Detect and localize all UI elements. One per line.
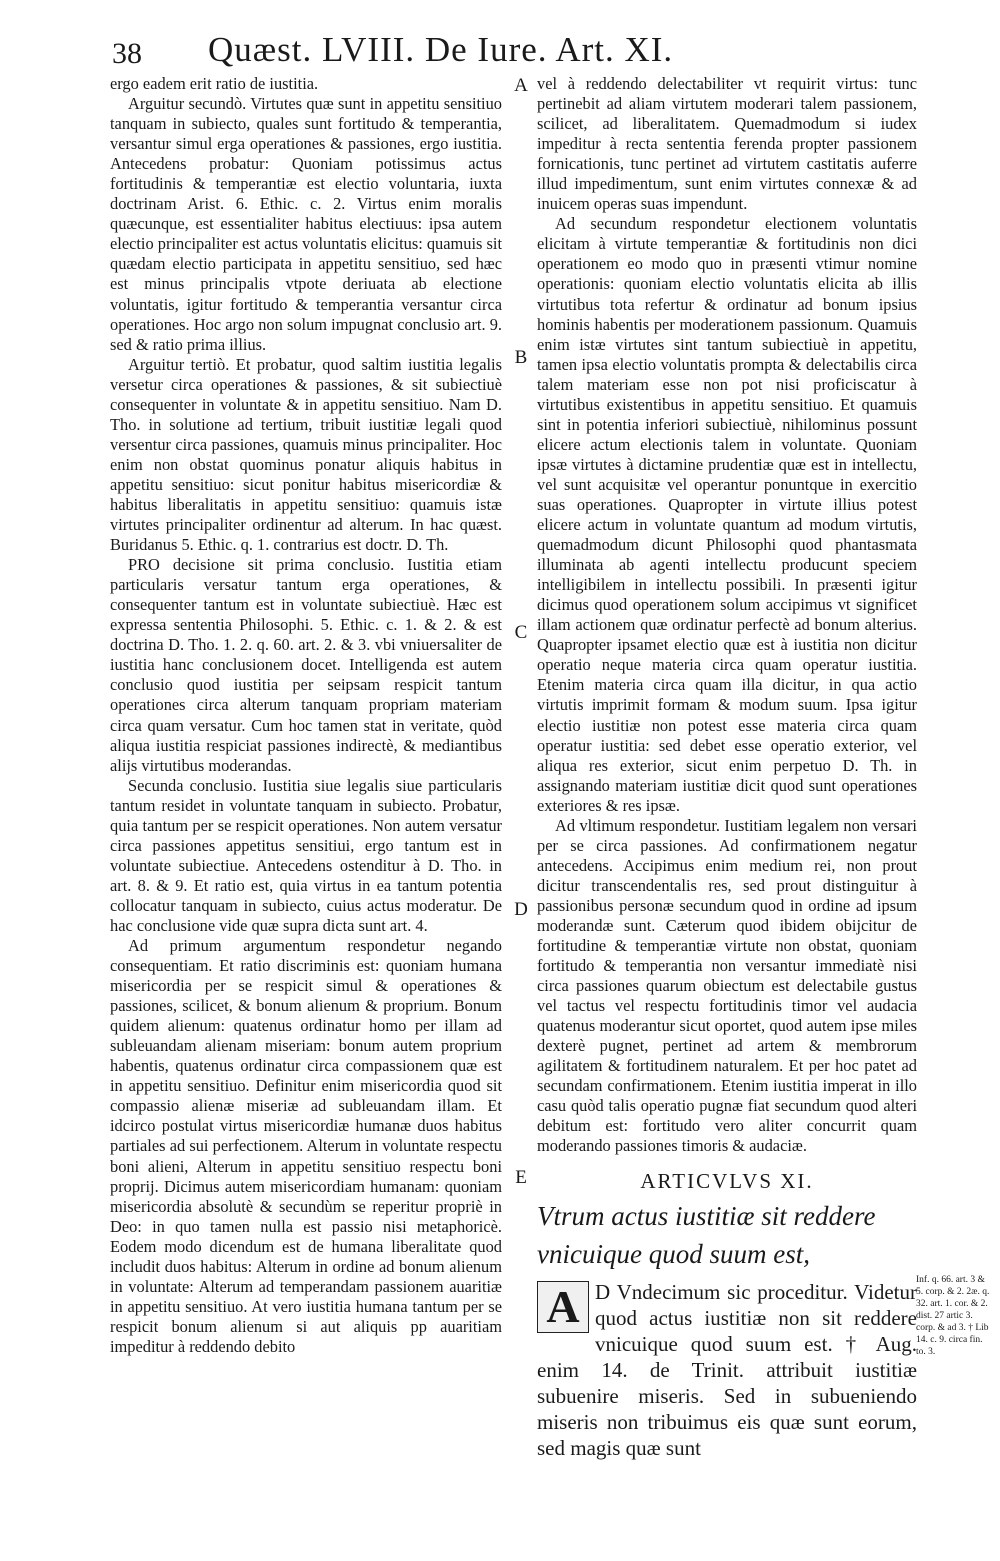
margin-marker-d: D (514, 899, 528, 920)
paragraph: vel à reddendo delectabiliter vt requirit virtus: tunc pertinebit ad aliam virtutem moderari talem passionem, scilicet, ad liberalitatem. Quemadmodum si iudex impeditur à recta sententia ferenda propter passionem fornicationis, tunc pertinet ad virtutem castitatis auferre illud impedimentum, sunt enim virtutes connexæ & ad inuicem operas suas impendunt. (537, 74, 917, 214)
page-number: 38 (112, 37, 142, 70)
left-column (110, 74, 502, 1357)
article-question: Vtrum actus iustitiæ sit reddere vnicuique quod suum est, (537, 1200, 876, 1269)
paragraph: PRO decisione sit prima conclusio. Iustitia etiam particularis versatur tantum erga operationes, & consequenter tantum est in voluntate subiectiuè. Hæc est expressa sententia Philosophi. 5. Ethic. c. 1. & 2. & est doctrina D. Tho. 1. 2. q. 60. art. 2. & 3. vbi vniuersaliter de iustitia hanc conclusionem docet. Intelligenda est autem conclusio quod iustitia per seipsam respicit tantum operationes circa alterum tanquam propriam materiam circa quam versatur. Cum hoc tamen stat in veritate, quòd aliqua iustitia respiciat passiones indirectè, & mediantibus alijs virtutibus moderandas. (110, 555, 502, 775)
margin-marker-a: A (514, 75, 528, 96)
dropcap-initial: A (537, 1281, 589, 1333)
paragraph: Ad secundum respondetur electionem voluntatis elicitam à virtute temperantiæ & fortitudinis non dici operationem eo modo quo in præsenti vtimur nomine operationis: quoniam electio voluntatis elicita ab illis virtutibus tota refertur & ordinatur ad bonum ipsius hominis habentis per moderationem passionum. Quamuis enim istæ virtutes sint tantum subiectiuè in appetitu, tamen ipsa electio voluntatis prompta & delectabilis circa talem materiam esse non pot nisi proficiscatur à virtutibus existentibus in appetitu sensitiuo. Et quamuis sint in potentia inferiori subiectiuè, nihilominus possunt elicere actum electionis talem in voluntate. Quoniam ipsæ virtutes à dictamine prudentiæ quæ est in intellectu, vel sunt acquisitæ vel operantur ponuntque in exercitio suas operationes. Quapropter in virtute illius potest elicere actum in voluntate quantum ad modum virtutis, quemadmodum dicunt Philosophi quod phantasmata illuminata ab agenti intellectu producunt speciem intelligibilem in intellectu possibili. In præsenti igitur dicimus quod operationem solum accipimus vt significet illam actionem quæ ordinatur perfectè ad bonum alterius. Quapropter ipsamet electio quæ est à iustitia non dicitur operatio neque materia circa quam operatur iustitia. Etenim materia circa quam illa dicitur, in qua actio virtutis imprimit formam & modum suum. Ipsa igitur electio iustitiæ non potest esse materia circa quam operatur iustitia: sed debet esse operatio exterior, vel aliqua res exterior, sicut enim perpetuo D. Th. in assignando materiam iustitiæ dicit quod sunt operationes exteriores & res ipsæ. (537, 214, 917, 815)
paragraph: ergo eadem erit ratio de iustitia. (110, 74, 319, 93)
right-column (537, 74, 917, 1461)
margin-note: Inf. q. 66. art. 3 & 5. corp. & 2. 2æ. q. 32. art. 1. cor. & 2. dist. 27 artic 3. corp. & ad 3. † Lib 14. c. 9. circa fin. to. 3. (916, 1275, 990, 1357)
paragraph: Ad vltimum respondetur. Iustitiam legalem non versari per se circa passiones. Ad confirmationem negatur antecedens. Accipimus enim medium rei, non prout dicitur transcendentalis res, sed prout distinguitur à passionibus personæ secundum quod in ordine ad ipsum moderandæ sunt. Cæterum quod ibidem obijcitur de fortitudine & temperantiæ virtute non obstat, quoniam fortitudo & temperantia non versantur immediatè nisi circa passiones quarum obiectum est delectabile gustus vel tactus vel respectu fortitudinis timor vel audacia quatenus moderantur sicut oportet, quod autem ipse miles dexterè pugnet, pertinet ad artem & membrorum agilitatem & fortitudinem naturalem. Et per hoc patet ad secundam confirmationem. Etenim iustitia imperat in illo casu quòd talis operatio pugnæ fiat secundum quod alteri debitum est: fortitudo vero aliter concurrit quam moderando passiones timoris & audaciæ. (537, 815, 917, 1156)
margin-marker-c: C (514, 622, 528, 643)
paragraph: Arguitur tertiò. Et probatur, quod saltim iustitia legalis versetur circa operationes & passiones, & sit subiectiuè consequenter in voluntate & in appetitu sensitiuo. Nam D. Tho. in solutione ad tertium, tribuit iustitiæ legali quod versentur circa passiones, quamuis minus principaliter. Hoc enim non obstat quominus ponatur aliquis habitus in appetitu sensitiuo: sicut ponitur habitus misericordiæ & habitus liberalitatis in appetitu sensitiuo: quamuis istæ virtutes principaliter ordinentur ad alterum. In hac quæst. Buridanus 5. Ethic. q. 1. contrarius est doctr. D. Th. (110, 354, 502, 555)
running-header (112, 28, 802, 72)
article-opening-text: D Vndecimum sic proceditur. Videtur quod actus iustitiæ non sit reddere vnicuique quod suum est. † Aug. enim 14. de Trinit. attribuit iustitiæ subuenire miseris. Sed in subueniendo miseris non tribuimus eis quæ sunt eorum, sed magis quæ sunt (537, 1279, 917, 1460)
paragraph: Ad primum argumentum respondetur negando consequentiam. Et ratio discriminis est: quoniam humana misericordia per se respicit simul & operationes & passiones, scilicet, & bonum alienum & proprium. Bonum quidem alienum: quatenus ordinatur homo per illam ad subleuandam alienam miseriam: bonum autem proprium habentis, quatenus ordinatur circa compassionem quæ est in appetitu sensitiuo. Definitur enim misericordia quod sit compassio alienæ miseriæ ad subleuandam illam. Et idcirco postulat virtus misericordiæ humanæ duos habitus partiales ad sui perfectionem. Alterum in voluntate respectu boni alieni, Alterum in appetitu sensitiuo respectu boni proprij. Dicimus autem misericordiam humanam: quoniam misericordia absolutè & secundùm se reperitur propriè in Deo: in quo tamen nulla est passio nisi metaphoricè. Eodem modo dicendum est de humana liberalitate quod includit duos habitus: Alterum in ordine ad bonum alienum in voluntate: Alterum ad temperandam passionem auaritiæ in appetitu sensitiuo. At vero iustitia humana tantum per se respicit bonum alienum si aut aliquis pp auaritiam impeditur à reddendo debito (110, 936, 502, 1356)
margin-marker-e: E (515, 1167, 527, 1188)
article-opening (537, 1279, 917, 1461)
paragraph: Secunda conclusio. Iustitia siue legalis siue particularis tantum residet in voluntate tanquam in subiecto. Probatur, quia tantum per se respicit operationes. Non autem versatur circa passiones appetitus sensitiui, ergo tantum est in voluntate subiectiue. Antecedens ostenditur à D. Tho. in art. 8. & 9. Et ratio est, quia virtus in ea tantum potentia collocatur tanquam in subiecto, cuius actus moderatur. De hac conclusione vide quæ supra dicta sunt art. 4. (110, 775, 502, 935)
paragraph: Arguitur secundò. Virtutes quæ sunt in appetitu sensitiuo tanquam in subiecto, quales sunt fortitudo & temperantia, versantur simul erga operationes & passiones, ergo iustitia. Antecedens probatur: Quoniam potissimus actus fortitudinis & temperantiæ est electio voluntaria, iuxta doctrinam Arist. 6. Ethic. c. 2. Virtus enim moralis quæcunque, est essentialiter habitus electiuus: ipsa autem electio principaliter est actus voluntatis elicitus: quamuis sit quædam electio participata in appetitu sensitiuo, sed hæc est minus principalis vtpote deriuata ab electione voluntatis, igitur fortitudo & temperantia versantur circa operationes. Hoc argo non solum impugnat conclusio art. 9. sed & ratio prima illius. (110, 94, 502, 354)
article-heading: ARTICVLVS XI. (640, 1168, 814, 1193)
running-title: Quæst. LVIII. De Iure. Art. XI. (208, 30, 674, 69)
margin-marker-b: B (514, 347, 528, 368)
